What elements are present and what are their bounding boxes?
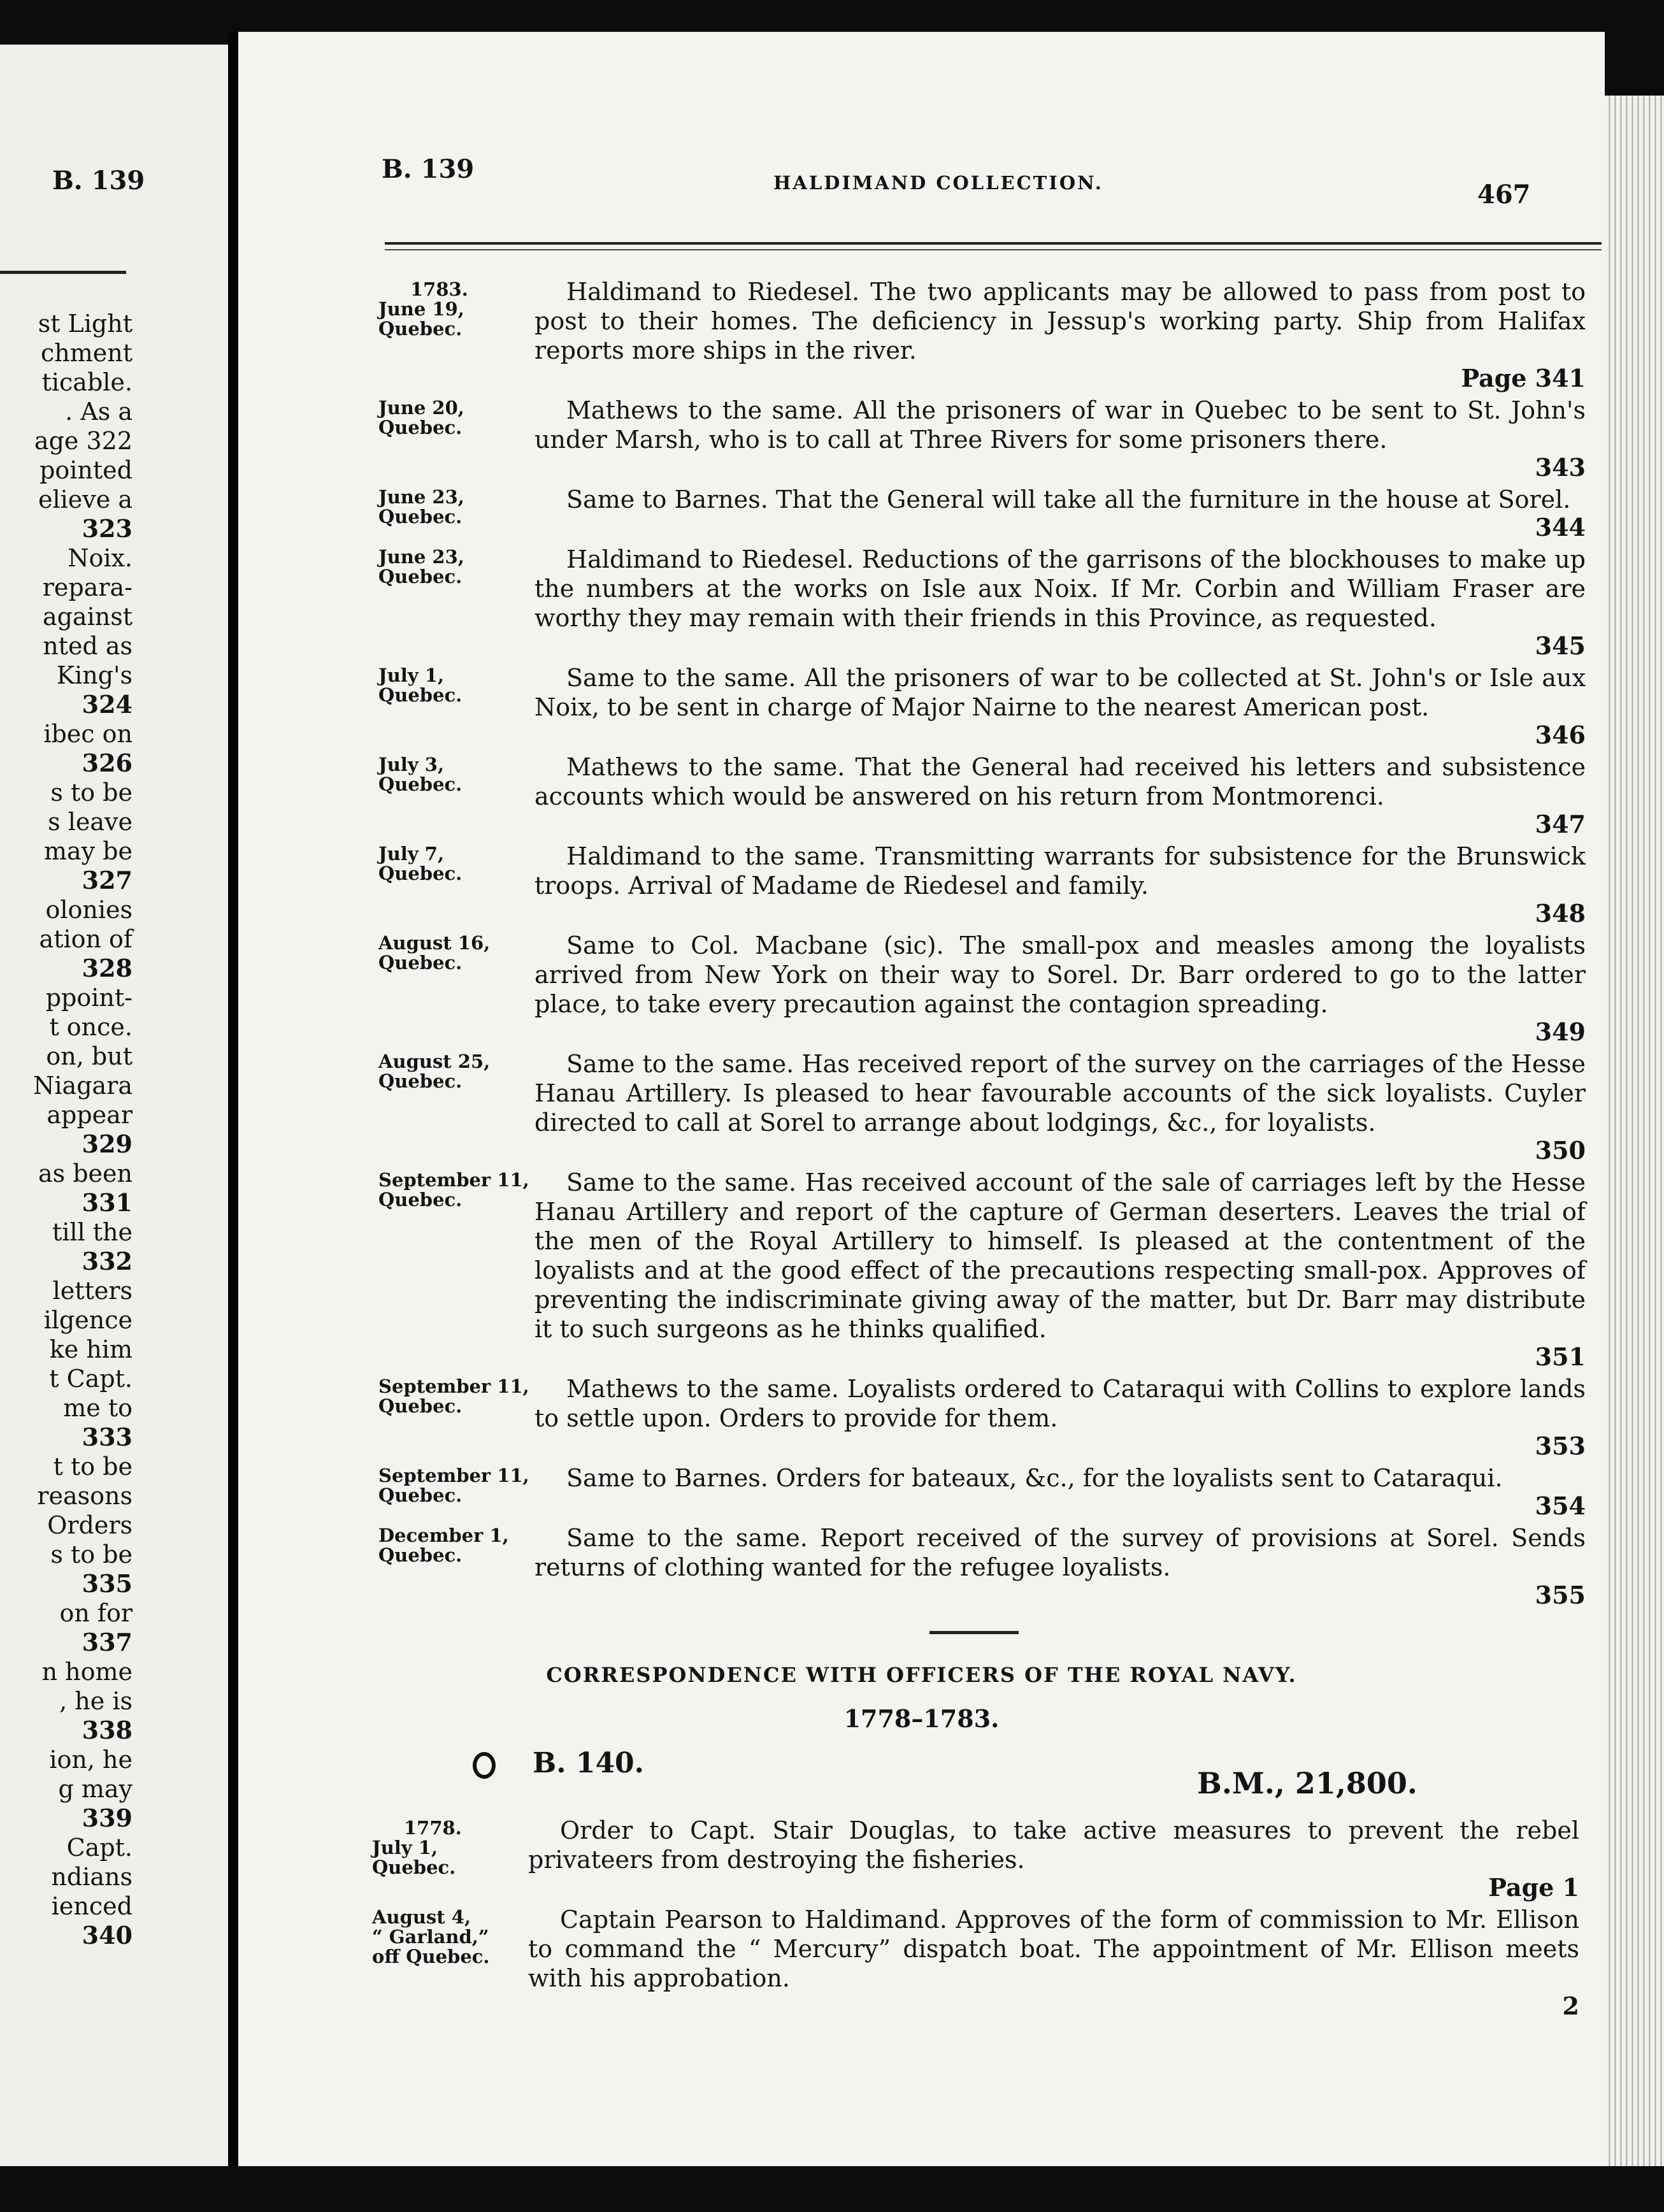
entry-date [378,277,534,392]
entry-page-ref: Page 341 [1461,364,1586,392]
left-page-text-line: st Light [38,310,133,338]
book-gutter [228,32,238,2166]
calendar-entry [378,931,1586,1045]
left-page-ref-number: 339 [82,1804,133,1832]
entry-body [534,545,1586,659]
entry-body [534,396,1586,481]
left-page-ref-number: 324 [82,690,133,719]
left-page-text-line: s to be [50,1540,133,1569]
left-page-text-line: . As a [65,398,133,426]
entry-date-line: Quebec. [378,318,463,340]
left-page-text-fragments [0,309,133,1950]
left-page-ref-number: 333 [82,1423,133,1451]
entry-date [378,752,534,838]
entry-date-line: Quebec. [378,952,463,973]
entry-body [534,1049,1586,1164]
entry-date-line: Quebec. [378,773,463,795]
entry-date-line: July 1, [372,1837,438,1858]
entry-page-ref: 348 [1535,899,1586,928]
section-title: CORRESPONDENCE WITH OFFICERS OF THE ROYAL NAVY. [546,1663,1297,1687]
calendar-entry [378,1168,1586,1370]
left-page-ref-number: 329 [82,1130,133,1158]
page-number: 467 [1477,180,1531,210]
entry-date-line: 1778. [404,1817,462,1839]
left-page-text-line: Orders [47,1511,133,1539]
left-page-text-line: age 322 [34,427,133,455]
calendar-entry [378,277,1586,392]
entry-page-ref: 347 [1535,810,1586,838]
left-page-ref-number: 327 [82,866,133,894]
entry-body [534,752,1586,838]
entry-page-ref: 2 [1562,1992,1579,2020]
left-page-ref-number: 323 [82,514,133,543]
binding-hole-mark [473,1752,496,1779]
entry-text: Same to the same. Report received of the survey of provisions at Sorel. Sends returns of clothing wanted for the refugee loyalists. [534,1524,1586,1581]
left-page-text-line: Noix. [68,544,133,572]
left-page-text-line: may be [43,837,133,865]
entry-text: Same to Barnes. Orders for bateaux, &c., for the loyalists sent to Cataraqui. [566,1464,1503,1492]
left-page-text-line: ion, he [49,1746,133,1774]
left-page-text-line: pointed [39,456,133,484]
entry-date-line: Quebec. [378,1070,463,1092]
entry-date [378,1374,534,1460]
section-years: 1778–1783. [843,1704,1000,1733]
left-page-ref-number: 340 [82,1921,133,1950]
entry-body [534,931,1586,1045]
calendar-entry [378,842,1586,927]
entry-date-line: Quebec. [378,506,463,528]
left-page-text-line: g may [58,1775,133,1803]
entry-page-ref: 345 [1535,631,1586,660]
left-page-text-line: nted as [43,632,133,660]
entry-date-line: September 11, [378,1169,529,1191]
left-page-text-line: till the [52,1218,133,1246]
entry-date [378,663,534,749]
left-page-text-line: Capt. [66,1834,133,1862]
entry-date-line: June 23, [378,486,464,508]
entry-date-line: July 3, [378,754,445,775]
calendar-entry [378,1374,1586,1460]
entry-date [378,396,534,481]
left-page-text-line: King's [56,661,133,689]
entry-date [378,1049,534,1164]
entry-body [528,1905,1579,2020]
entry-body [534,277,1586,392]
entry-date-line: 1783. [410,278,468,300]
entry-date [378,485,534,541]
entry-date-line: July 1, [378,664,445,686]
left-page-text-line: t Capt. [49,1365,133,1393]
entry-date-line: Quebec. [378,1484,463,1506]
entry-body [528,1816,1579,1901]
entry-page-ref: 355 [1535,1581,1586,1609]
left-page-text-line: ation of [39,925,133,953]
entry-date-line: December 1, [378,1525,509,1546]
left-page-ref-number: 331 [82,1188,133,1217]
entry-date-line: Quebec. [378,863,463,884]
entry-date-line: September 11, [378,1375,529,1397]
naval-entries [372,1816,1579,2023]
calendar-entries [378,277,1586,1612]
entry-date-line: August 25, [378,1051,491,1072]
calendar-entry [378,396,1586,481]
entry-date-line: August 16, [378,932,491,954]
entry-text: Mathews to the same. Loyalists ordered to Cataraqui with Collins to explore lands to settle upon. Orders to provide for them. [534,1375,1586,1432]
entry-text: Captain Pearson to Haldimand. Approves of the form of commission to Mr. Ellison to command the “ Mercury” dispatch boat. The appointment of Mr. Ellison meets with his approbation. [528,1906,1579,1992]
left-page-text-line: ibec on [43,720,133,748]
entry-text: Mathews to the same. All the prisoners of war in Quebec to be sent to St. John's under Marsh, who is to call at Three Rivers for some prisoners there. [534,396,1586,454]
header-rule-thin [385,249,1602,250]
entry-date [378,1463,534,1519]
entry-date [378,842,534,927]
entry-page-ref: 351 [1535,1342,1586,1371]
entry-date [372,1816,528,1901]
entry-date-line: Quebec. [378,684,463,706]
entry-text: Same to Col. Macbane (sic). The small-pox and measles among the loyalists arrived from New York on their way to Sorel. Dr. Barr ordered to go to the latter place, to take every precaution against the contagion spreading. [534,931,1586,1018]
entry-date-line: Quebec. [378,566,463,587]
entry-page-ref: 349 [1535,1017,1586,1046]
left-page-rule [0,271,126,274]
left-page-text-line: , he is [59,1687,133,1715]
left-page-text-line: ilgence [43,1306,133,1334]
entry-date-line: off Quebec. [372,1946,490,1967]
left-page-ref-number: 326 [82,749,133,777]
volume-left-label: B. 140. [533,1747,644,1779]
entry-date-line: “ Garland,” [372,1926,489,1948]
section-separator [929,1631,1019,1634]
entry-date-line: September 11, [378,1465,529,1486]
left-page-header: B. 139 [52,166,145,196]
left-page-text-line: appear [47,1101,133,1129]
entry-date-line: Quebec. [378,1395,463,1417]
left-page-text-line: reasons [37,1482,133,1510]
entry-date-line: August 4, [372,1906,471,1928]
left-page-text-line: ienced [51,1892,133,1920]
entry-date [372,1905,528,2020]
volume-reference: B. 139 [382,154,475,184]
entry-body [534,663,1586,749]
calendar-entry [372,1816,1579,1901]
left-page-text-line: t to be [53,1453,133,1481]
entry-date-line: July 7, [378,843,445,865]
left-page-text-line: ndians [51,1863,133,1891]
entry-text: Same to Barnes. That the General will take all the furniture in the house at Sorel. [566,485,1571,514]
entry-body [534,1463,1586,1519]
page-stack-edge [1605,96,1664,2166]
calendar-entry [378,663,1586,749]
calendar-entry [378,1049,1586,1164]
entry-page-ref: 350 [1535,1136,1586,1165]
entry-date-line: June 20, [378,397,464,419]
entry-date-line: Quebec. [378,1189,463,1210]
left-page-ref-number: 338 [82,1716,133,1744]
entry-date [378,931,534,1045]
header-rule [385,242,1602,245]
entry-text: Order to Capt. Stair Douglas, to take active measures to prevent the rebel privateers from destroying the fisheries. [528,1816,1579,1874]
entry-page-ref: 343 [1535,453,1586,482]
entry-body [534,1374,1586,1460]
entry-date [378,1523,534,1609]
left-page-text-line: on, but [46,1042,133,1070]
left-page-text-line: ticable. [41,368,133,396]
entry-text: Mathews to the same. That the General had received his letters and subsistence accounts which would be answered on his return from Montmorenci. [534,753,1586,810]
left-page-ref-number: 337 [82,1628,133,1656]
left-page-text-line: Niagara [33,1072,133,1100]
entry-text: Haldimand to Riedesel. Reductions of the garrisons of the blockhouses to make up the numbers at the works on Isle aux Noix. If Mr. Corbin and William Fraser are worthy they may remain with their friends in this Province, as requested. [534,545,1586,632]
calendar-entry [378,545,1586,659]
left-page-text-line: ppoint- [45,984,133,1012]
entry-date [378,1168,534,1370]
left-page-text-line: t once. [49,1013,133,1041]
calendar-entry [378,485,1586,541]
entry-text: Haldimand to Riedesel. The two applicants may be allowed to pass from post to post to their homes. The deficiency in Jessup's working party. Ship from Halifax reports more ships in the river. [534,278,1586,364]
running-title: HALDIMAND COLLECTION. [773,172,1103,194]
calendar-entry [372,1905,1579,2020]
entry-date-line: June 19, [378,298,464,320]
left-page-ref-number: 335 [82,1569,133,1598]
calendar-entry [378,752,1586,838]
left-page-text-line: as been [38,1160,133,1188]
entry-date-line: Quebec. [372,1856,456,1878]
entry-body [534,485,1586,541]
entry-date-line: Quebec. [378,1544,463,1566]
entry-page-ref: 344 [1535,513,1586,542]
left-page-text-line: s leave [48,808,133,836]
left-page-text-line: elieve a [38,485,133,514]
left-page-text-line: olonies [45,896,133,924]
left-page-ref-number: 328 [82,954,133,982]
left-page-text-line: n home [41,1658,133,1686]
entry-text: Same to the same. Has received report of the survey on the carriages of the Hesse Hanau Artillery. Is pleased to hear favourable accounts of the sick loyalists. Cuyler directed to call at Sorel to arrange about lodgings, &c., for loyalists. [534,1050,1586,1137]
left-page-ref-number: 332 [82,1247,133,1275]
entry-date [378,545,534,659]
entry-text: Haldimand to the same. Transmitting warrants for subsistence for the Brunswick troops. Arrival of Madame de Riedesel and family. [534,842,1586,900]
entry-text: Same to the same. All the prisoners of war to be collected at St. John's or Isle aux Noix, to be sent in charge of Major Nairne to the nearest American post. [534,664,1586,721]
entry-body [534,1523,1586,1609]
left-page-text-line: me to [63,1394,133,1422]
left-page-text-line: repara- [42,573,133,601]
entry-date-line: June 23, [378,546,464,568]
calendar-entry [378,1463,1586,1519]
entry-page-ref: 346 [1535,721,1586,749]
left-page-text-line: against [42,603,133,631]
left-page-text-line: chment [40,339,133,367]
left-page-text-line: s to be [50,779,133,807]
entry-date-line: Quebec. [378,417,463,438]
entry-text: Same to the same. Has received account of the sale of carriages left by the Hesse Hanau Artillery and report of the capture of German deserters. Leaves the trial of the men of the Royal Artillery to himself. Is pleased at the contentment of the loyalists and at the good effect of the precautions respecting small-pox. Approves of preventing the indiscriminate giving away of the matter, but Dr. Barr may distribute it to such surgeons as he thinks qualified. [534,1168,1586,1343]
volume-right-label: B.M., 21,800. [1197,1766,1417,1800]
left-page-text-line: letters [52,1277,133,1305]
entry-page-ref: 354 [1535,1491,1586,1520]
left-facing-page [0,45,228,2166]
entry-body [534,1168,1586,1370]
left-page-text-line: ke him [49,1335,133,1363]
entry-body [534,842,1586,927]
entry-page-ref: 353 [1535,1432,1586,1460]
calendar-entry [378,1523,1586,1609]
right-page [238,32,1605,2166]
entry-page-ref: Page 1 [1488,1873,1579,1902]
left-page-text-line: on for [59,1599,133,1627]
